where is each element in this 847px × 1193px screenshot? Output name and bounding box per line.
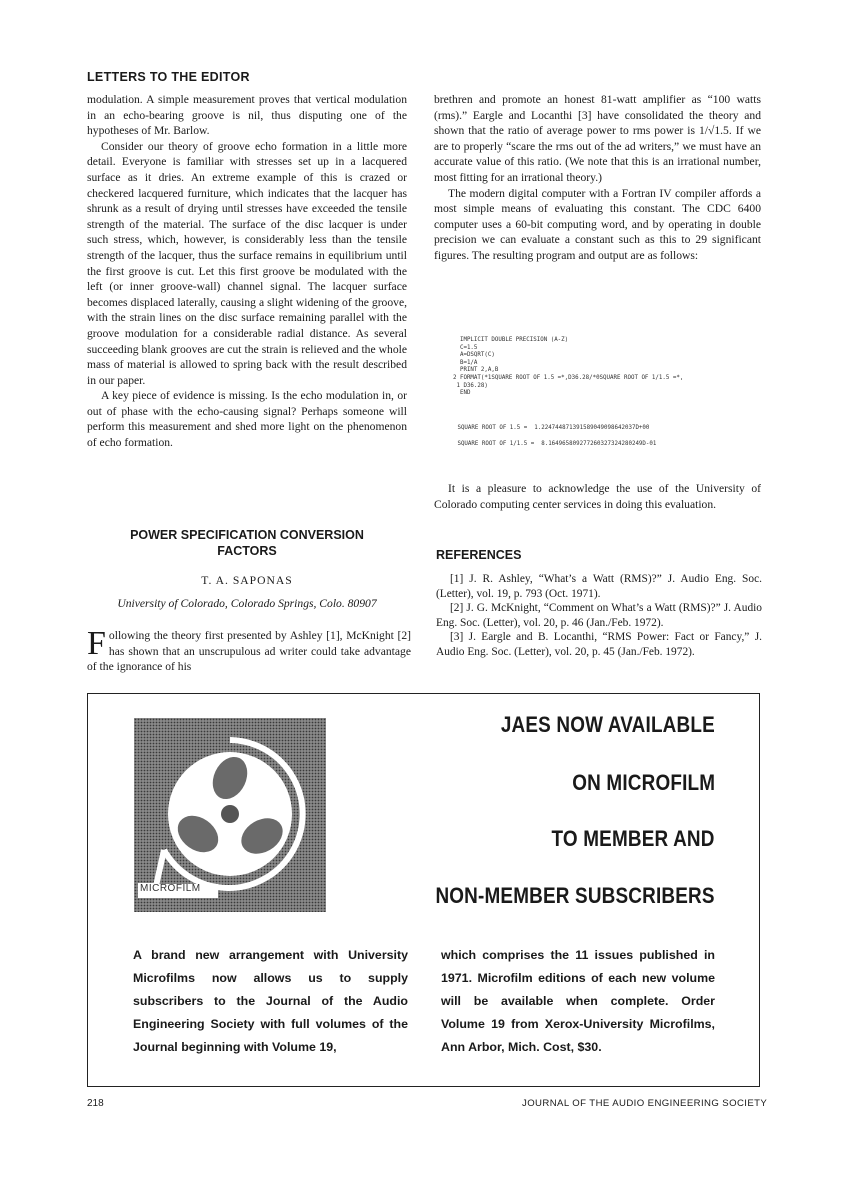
ad-body-right: which comprises the 11 issues published in 1971. Microfilm editions of each new volume will be available when complete. Order Volume 19 from Xerox-University Microfilms, Ann Arbor, Mich. Cost, $30. [441, 948, 715, 1054]
program-output-line-1: SQUARE ROOT OF 1.5 = 1.224744871391589049098642037D+00 [440, 425, 650, 431]
ad-headline-line-2: ON MICROFILM [572, 770, 715, 795]
references-list [436, 572, 762, 660]
article-opening [87, 625, 411, 675]
left-column [87, 92, 407, 451]
right-column [434, 92, 761, 264]
ad-headline-line-3: TO MEMBER AND [551, 826, 715, 851]
reference-item: [3] J. Eargle and B. Locanthi, “RMS Power: Fact or Fancy,” J. Audio Eng. Soc. (Letter), vol. 20, p. 45 (Jan./Feb. 1972). [436, 631, 762, 658]
acknowledgment-text: It is a pleasure to acknowledge the use of the University of Colorado computing center services in doing this evaluation. [434, 482, 761, 511]
running-head: LETTERS TO THE EDITOR [87, 70, 250, 84]
ad-headline-line-4: NON-MEMBER SUBSCRIBERS [435, 883, 715, 908]
fortran-program: IMPLICIT DOUBLE PRECISION (A-Z) C=1.5 A=DSQRT(C) B=1/A PRINT 2,A,B 2 FORMAT(*1SQUARE ROOT OF 1.5 =*,D36.28/*0SQUARE ROOT OF 1/1.5 =*, 1 D36.28) END [452, 337, 684, 397]
article-opening-text: ollowing the theory first presented by Ashley [1], McKnight [2] has shown that an unscrupulous ad writer could take advantage of the ignorance of his [87, 629, 411, 674]
article-title-line-2: FACTORS [217, 544, 277, 558]
article-author: T. A. SAPONAS [201, 574, 293, 587]
left-paragraph-1: modulation. A simple measurement proves that vertical modulation in an echo-bearing groove is nil, thus disputing one of the hypotheses of Mr. Barlow. [87, 93, 407, 138]
references-heading: REFERENCES [436, 548, 522, 562]
ad-body-left: A brand new arrangement with University Microfilms now allows us to supply subscribers to the Journal of the Audio Engineering Society with full volumes of the Journal beginning with Volume 19, [133, 948, 408, 1054]
article-title-line-1: POWER SPECIFICATION CONVERSION [130, 528, 364, 542]
left-paragraph-3: A key piece of evidence is missing. Is the echo modulation in, or out of phase with the echo-causing signal? Perhaps someone will perform this measurement and shed more light on the phenomenon of echo formation. [87, 389, 407, 450]
program-output-line-2: SQUARE ROOT OF 1/1.5 = 8.164965809277260327324280249D-01 [440, 441, 657, 447]
acknowledgment [434, 481, 761, 512]
reference-item: [1] J. R. Ashley, “What’s a Watt (RMS)?” J. Audio Eng. Soc. (Letter), vol. 19, p. 793 (Oct. 1971). [436, 573, 762, 600]
left-paragraph-2: Consider our theory of groove echo formation in a little more detail. Everyone is familiar with stresses set up in a lacquered surface as it dries. An extreme example of this is crazed or checkered lacquered furniture, which indicates that the lacquer has shrunk as a result of drying until stresses have exceeded the tensile strength of the material. The surface of the disc lacquer is under such stress, which, however, is considerably less than the tensile strength of the lacquer, thus the surface remains in equilibrium until the first groove is cut. Let this first groove be modulated with the left (or inner groove-wall) channel signal. The lacquer surface becomes displaced laterally, causing a slight widening of the groove, with the strain lines on the disc surface remaining parallel with the groove modulation for a considerable radial distance. As several succeeding blank grooves are cut the strain is relieved and the whole mass of material is allowed to spring back with the result described in our paper. [87, 139, 407, 387]
right-paragraph-2: The modern digital computer with a Fortran IV compiler affords a most simple means of evaluating this constant. The CDC 6400 computer uses a 60-bit computing word, and by operating in double precision we can evaluate a constant such as this to 29 significant figures. The resulting program and output are as follows: [434, 186, 761, 262]
drop-cap: F [87, 625, 106, 662]
page-number: 218 [87, 1098, 104, 1109]
right-paragraph-1: brethren and promote an honest 81-watt amplifier as “100 watts (rms).” Eargle and Locanthi [3] have consolidated the theory and shown that the ratio of average power to rms power is 1/√1.5. If we are to properly “scare the rms out of the ad writers,” we must have an accurate value of this ratio. (We note that this is an irrational number, most fitting for an irrational theory.) [434, 93, 761, 184]
ad-headline-line-1: JAES NOW AVAILABLE [500, 712, 715, 737]
article-title [87, 527, 407, 559]
reel-hub [221, 805, 239, 823]
reference-item: [2] J. G. McKnight, “Comment on What’s a Watt (RMS)?” J. Audio Eng. Soc. (Letter), vol. 20, p. 46 (Jan./Feb. 1972). [436, 602, 762, 629]
article-affiliation: University of Colorado, Colorado Springs, Colo. 80907 [117, 597, 377, 610]
logo-label: MICROFILM [140, 883, 201, 894]
journal-name: JOURNAL OF THE AUDIO ENGINEERING SOCIETY [522, 1098, 768, 1109]
